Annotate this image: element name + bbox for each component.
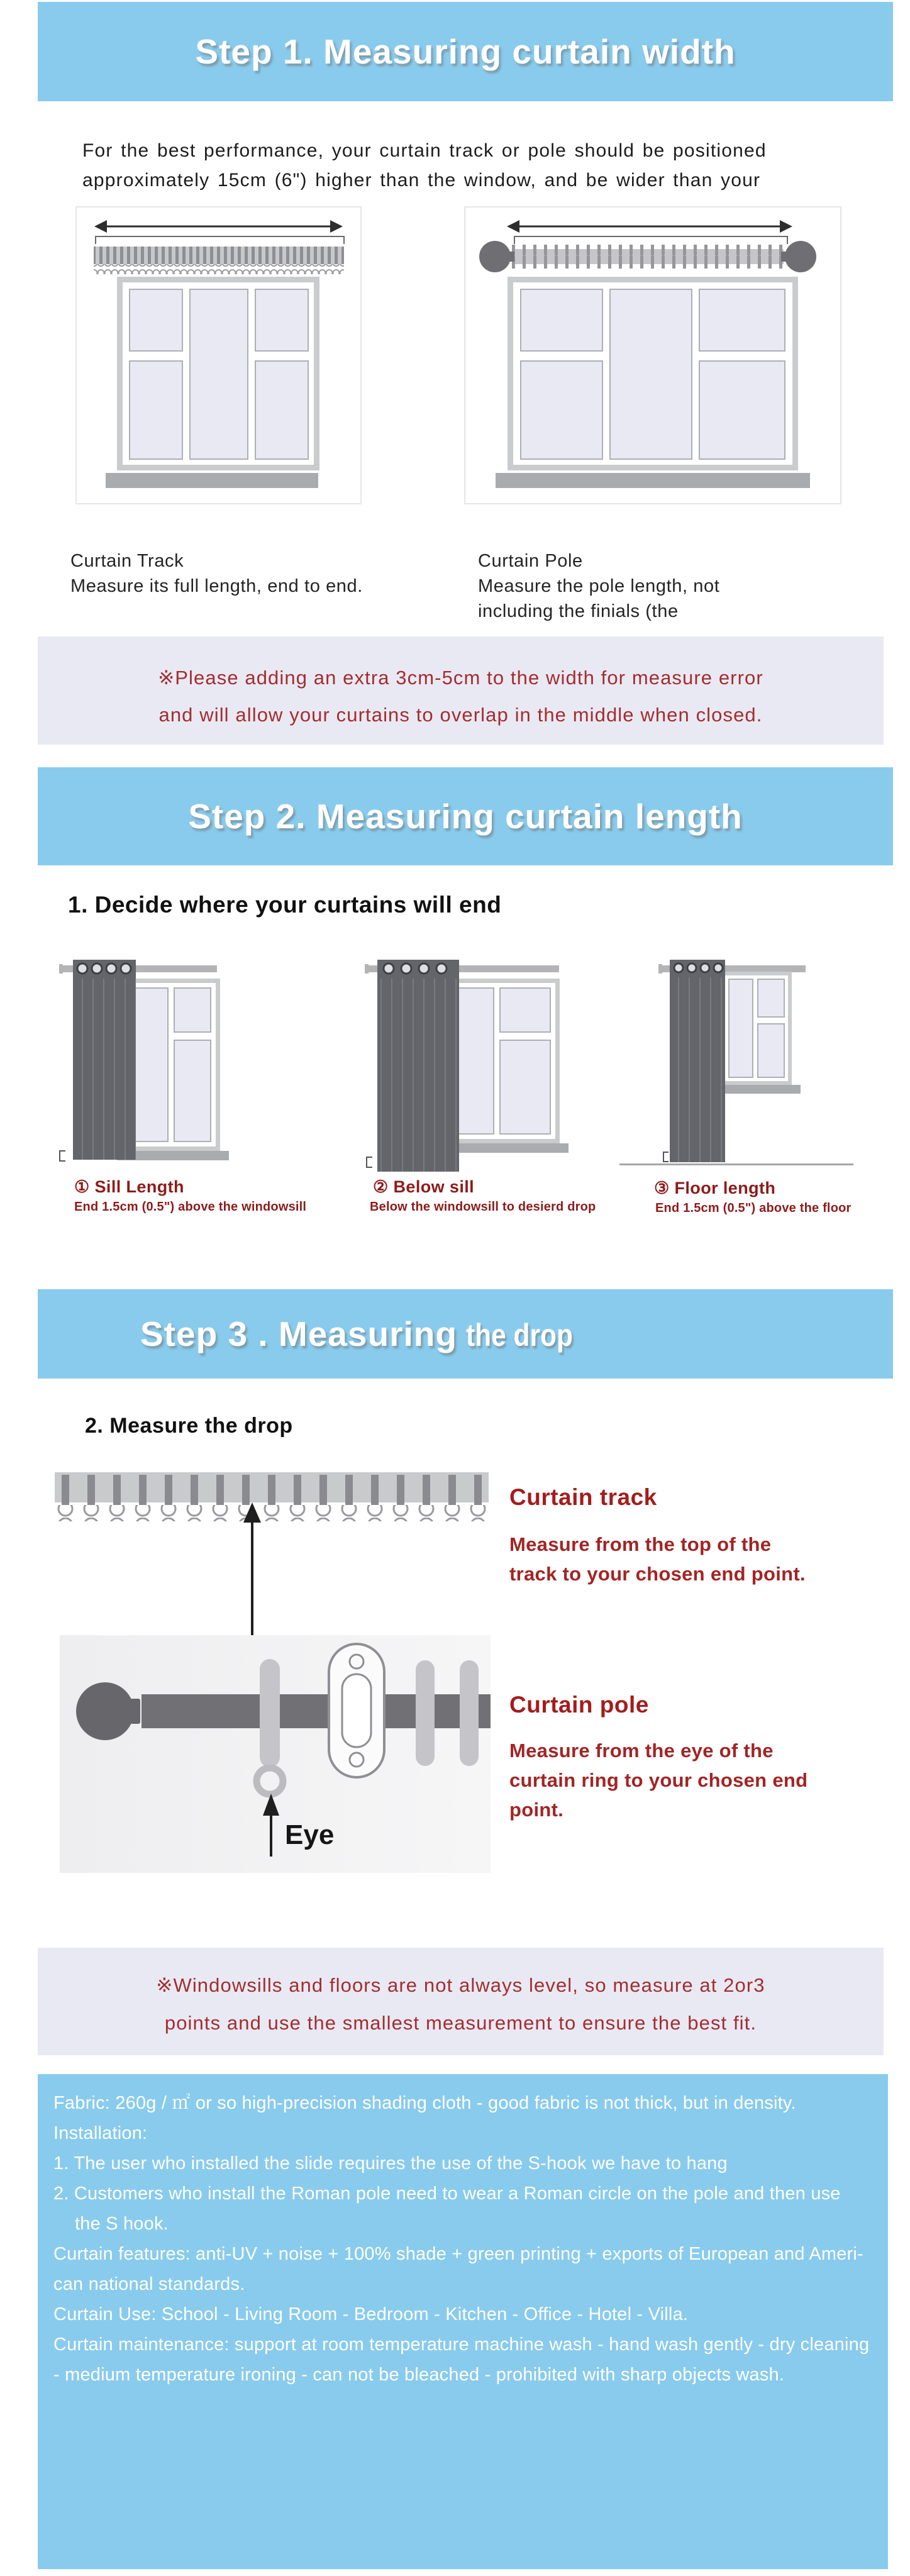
curtain-pole-drop-diagram	[60, 1635, 491, 1876]
windowsill	[106, 473, 318, 488]
footer-line: the S hook.	[75, 2214, 169, 2234]
pole-drop-line-2: curtain ring to your chosen end	[509, 1769, 808, 1791]
step3-heading: 2. Measure the drop	[85, 1414, 293, 1438]
step3-banner	[38, 1289, 893, 1379]
track-caption-title: Curtain Track	[70, 551, 184, 571]
sill-length-diagram	[55, 936, 238, 1177]
step2-heading: 1. Decide where your curtains will end	[68, 892, 502, 918]
track-drop-line-1: Measure from the top of the	[509, 1533, 772, 1555]
width-note-line-2: and will allow your curtains to overlap in the middle when closed.	[158, 704, 763, 726]
curtain-ring	[416, 1660, 435, 1766]
pole-drop-title: Curtain pole	[509, 1692, 649, 1718]
level-note-line-1: ※Windowsills and floors are not always level, so measure at 2or3	[156, 1974, 765, 1996]
windowsill	[714, 1085, 801, 1094]
window-track-illustration	[77, 208, 360, 503]
footer-line: Fabric: 260g / ㎡ or so high-precision shading cloth - good fabric is not thick, but in density.	[53, 2093, 796, 2113]
step1-intro-paragraph	[82, 136, 767, 195]
option1-label: ① Sill Length	[74, 1177, 184, 1196]
product-info-footer	[38, 2074, 888, 2569]
curtain-ring	[460, 1660, 479, 1766]
below-sill-illustration	[365, 936, 572, 1175]
width-note	[38, 636, 884, 745]
curtain-track-window-diagram	[75, 206, 362, 504]
footer-line: Installation:	[53, 2123, 148, 2143]
option2-label: ② Below sill	[373, 1177, 475, 1196]
level-note-line-2: points and use the smallest measurement to ensure the best fit.	[164, 2012, 757, 2034]
intro-line-2: approximately 15cm (6") higher than the window, and be wider than your	[82, 170, 761, 191]
intro-line-1: For the best performance, your curtain track or pole should be positioned	[82, 140, 767, 161]
pole-finial-right	[785, 241, 816, 272]
floor-line	[619, 1163, 853, 1165]
footer-line: can national standards.	[53, 2274, 245, 2294]
windowsill	[496, 473, 810, 488]
footer-line: Curtain Use: School - Living Room - Bedroom - Kitchen - Office - Hotel - Villa.	[53, 2304, 689, 2324]
measure-mark	[60, 1151, 65, 1161]
step3-banner-subtitle: the drop	[465, 1318, 573, 1353]
footer-line: 2. Customers who install the Roman pole need to wear a Roman circle on the pole and then use	[53, 2184, 841, 2204]
track-caption	[70, 548, 363, 599]
measure-mark	[663, 1152, 669, 1162]
floor-length-diagram	[619, 936, 853, 1178]
step1-banner-title: Step 1. Measuring curtain width	[195, 32, 736, 71]
pole-finial	[76, 1682, 134, 1740]
sill-length-illustration	[55, 936, 238, 1174]
curtain-pole-illustration	[60, 1635, 491, 1873]
option3-label: ③ Floor length	[654, 1179, 776, 1197]
window-pole-illustration	[465, 208, 840, 503]
pole-caption-body-2: including the finials (the	[478, 601, 679, 621]
option1-desc: End 1.5cm (0.5") above the windowsill	[74, 1200, 307, 1214]
measure-bracket	[514, 236, 787, 244]
step2-banner	[38, 767, 893, 865]
track-caption-body: Measure its full length, end to end.	[70, 576, 363, 596]
footer-line: - medium temperature ironing - can not be bleached - prohibited with sharp objects wash.	[53, 2365, 785, 2385]
track-drop-line-2: track to your chosen end point.	[509, 1563, 806, 1585]
option3-desc: End 1.5cm (0.5") above the floor	[655, 1201, 852, 1215]
pole-finial-left	[479, 241, 511, 272]
width-note-line-1: ※Please adding an extra 3cm-5cm to the width for measure error	[158, 667, 763, 689]
footer-line: Curtain maintenance: support at room temperature machine wash - hand wash gently - dry cleaning	[53, 2334, 870, 2355]
measure-bracket	[96, 236, 344, 244]
step3-banner-title: Step 3 . Measuring	[140, 1314, 457, 1353]
track-drop-body	[509, 1530, 806, 1589]
step2-banner-title: Step 2. Measuring curtain length	[188, 797, 743, 836]
track-drop-title: Curtain track	[509, 1484, 657, 1510]
below-sill-diagram	[365, 936, 572, 1178]
pole-caption-body-1: Measure the pole length, not	[478, 576, 720, 596]
footer-line: 1. The user who installed the slide requires the use of the S-hook we have to hang	[53, 2153, 728, 2174]
pole-drop-line-1: Measure from the eye of the	[509, 1740, 774, 1762]
curtain-ring	[260, 1659, 280, 1767]
eye-label: Eye	[285, 1819, 335, 1850]
level-note	[38, 1948, 884, 2055]
curtain-pole-window-diagram	[464, 206, 841, 504]
measure-mark	[367, 1157, 372, 1167]
option2-desc: Below the windowsill to desierd drop	[370, 1200, 596, 1214]
pole-drop-body	[509, 1736, 807, 1824]
floor-length-illustration	[619, 936, 853, 1175]
pole-drop-line-3: point.	[509, 1799, 564, 1821]
pole-caption-title: Curtain Pole	[478, 551, 583, 571]
pole-caption	[478, 548, 719, 624]
step1-banner	[38, 2, 893, 101]
pole-bar	[141, 1694, 491, 1728]
footer-line: Curtain features: anti-UV + noise + 100% shade + green printing + exports of European and Ameri-	[53, 2244, 863, 2264]
